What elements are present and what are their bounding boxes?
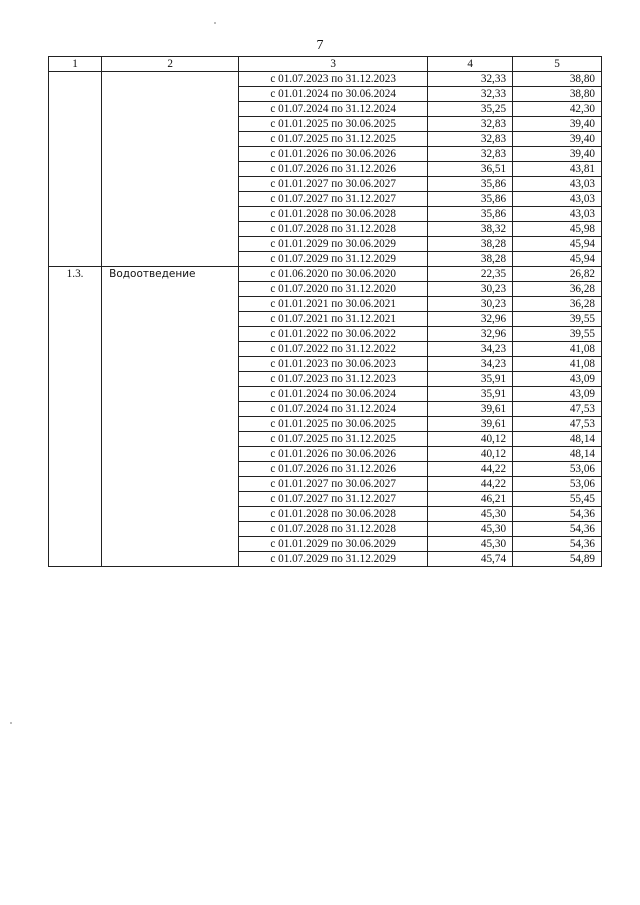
period-cell: с 01.01.2026 по 30.06.2026 (239, 147, 428, 162)
value-col4-cell: 35,86 (428, 207, 513, 222)
period-cell: с 01.07.2024 по 31.12.2024 (239, 102, 428, 117)
period-cell: с 01.01.2024 по 30.06.2024 (239, 387, 428, 402)
value-col5-cell: 53,06 (513, 462, 602, 477)
value-col5-cell: 47,53 (513, 402, 602, 417)
value-col5-cell: 36,28 (513, 297, 602, 312)
value-col4-cell: 38,32 (428, 222, 513, 237)
period-cell: с 01.07.2026 по 31.12.2026 (239, 462, 428, 477)
period-cell: с 01.07.2028 по 31.12.2028 (239, 222, 428, 237)
value-col5-cell: 48,14 (513, 432, 602, 447)
value-col4-cell: 45,30 (428, 522, 513, 537)
period-cell: с 01.01.2028 по 30.06.2028 (239, 207, 428, 222)
scan-speck (214, 22, 216, 24)
header-row (49, 57, 602, 72)
value-col4-cell: 35,91 (428, 372, 513, 387)
section-number-cell: 1.3. (49, 267, 102, 567)
value-col4-cell: 30,23 (428, 282, 513, 297)
period-cell: с 01.07.2025 по 31.12.2025 (239, 132, 428, 147)
period-cell: с 01.07.2027 по 31.12.2027 (239, 192, 428, 207)
period-cell: с 01.01.2025 по 30.06.2025 (239, 117, 428, 132)
scan-speck (10, 722, 12, 724)
section-name-cell: Водоотведение (102, 267, 239, 567)
section-name-cell (102, 72, 239, 267)
value-col5-cell: 39,55 (513, 327, 602, 342)
value-col4-cell: 35,91 (428, 387, 513, 402)
value-col5-cell: 39,40 (513, 117, 602, 132)
column-header-1: 1 (49, 57, 102, 72)
value-col4-cell: 22,35 (428, 267, 513, 282)
value-col4-cell: 38,28 (428, 252, 513, 267)
value-col4-cell: 32,33 (428, 87, 513, 102)
value-col4-cell: 32,96 (428, 312, 513, 327)
period-cell: с 01.07.2029 по 31.12.2029 (239, 552, 428, 567)
column-header-4: 4 (428, 57, 513, 72)
value-col4-cell: 32,96 (428, 327, 513, 342)
value-col4-cell: 46,21 (428, 492, 513, 507)
value-col4-cell: 45,74 (428, 552, 513, 567)
value-col5-cell: 39,40 (513, 147, 602, 162)
section-number-cell (49, 72, 102, 267)
value-col4-cell: 36,51 (428, 162, 513, 177)
tariff-table (48, 56, 602, 567)
period-cell: с 01.07.2021 по 31.12.2021 (239, 312, 428, 327)
table-body (49, 72, 602, 567)
value-col4-cell: 32,83 (428, 132, 513, 147)
value-col5-cell: 43,03 (513, 207, 602, 222)
value-col5-cell: 45,94 (513, 252, 602, 267)
value-col4-cell: 34,23 (428, 342, 513, 357)
value-col4-cell: 30,23 (428, 297, 513, 312)
value-col5-cell: 48,14 (513, 447, 602, 462)
value-col5-cell: 47,53 (513, 417, 602, 432)
period-cell: с 01.07.2023 по 31.12.2023 (239, 372, 428, 387)
value-col4-cell: 32,33 (428, 72, 513, 87)
value-col5-cell: 54,89 (513, 552, 602, 567)
period-cell: с 01.01.2026 по 30.06.2026 (239, 447, 428, 462)
value-col4-cell: 44,22 (428, 477, 513, 492)
value-col5-cell: 43,81 (513, 162, 602, 177)
value-col5-cell: 43,09 (513, 387, 602, 402)
period-cell: с 01.01.2021 по 30.06.2021 (239, 297, 428, 312)
value-col4-cell: 40,12 (428, 447, 513, 462)
value-col5-cell: 54,36 (513, 537, 602, 552)
value-col4-cell: 45,30 (428, 537, 513, 552)
period-cell: с 01.07.2029 по 31.12.2029 (239, 252, 428, 267)
value-col4-cell: 40,12 (428, 432, 513, 447)
table-header (49, 57, 602, 72)
value-col5-cell: 38,80 (513, 72, 602, 87)
column-header-5: 5 (513, 57, 602, 72)
table-row (49, 267, 602, 282)
value-col5-cell: 45,94 (513, 237, 602, 252)
value-col4-cell: 45,30 (428, 507, 513, 522)
value-col5-cell: 39,55 (513, 312, 602, 327)
value-col4-cell: 32,83 (428, 117, 513, 132)
period-cell: с 01.07.2027 по 31.12.2027 (239, 492, 428, 507)
value-col4-cell: 35,86 (428, 177, 513, 192)
period-cell: с 01.01.2022 по 30.06.2022 (239, 327, 428, 342)
page-number: 7 (316, 38, 324, 53)
table-row (49, 72, 602, 87)
value-col5-cell: 54,36 (513, 507, 602, 522)
value-col5-cell: 41,08 (513, 342, 602, 357)
column-header-3: 3 (239, 57, 428, 72)
value-col5-cell: 43,03 (513, 177, 602, 192)
period-cell: с 01.06.2020 по 30.06.2020 (239, 267, 428, 282)
value-col5-cell: 53,06 (513, 477, 602, 492)
period-cell: с 01.07.2024 по 31.12.2024 (239, 402, 428, 417)
period-cell: с 01.01.2027 по 30.06.2027 (239, 477, 428, 492)
value-col4-cell: 34,23 (428, 357, 513, 372)
period-cell: с 01.01.2029 по 30.06.2029 (239, 537, 428, 552)
period-cell: с 01.01.2029 по 30.06.2029 (239, 237, 428, 252)
period-cell: с 01.07.2028 по 31.12.2028 (239, 522, 428, 537)
value-col4-cell: 39,61 (428, 417, 513, 432)
period-cell: с 01.01.2024 по 30.06.2024 (239, 87, 428, 102)
value-col5-cell: 41,08 (513, 357, 602, 372)
period-cell: с 01.07.2026 по 31.12.2026 (239, 162, 428, 177)
value-col4-cell: 44,22 (428, 462, 513, 477)
column-header-2: 2 (102, 57, 239, 72)
value-col5-cell: 42,30 (513, 102, 602, 117)
period-cell: с 01.01.2023 по 30.06.2023 (239, 357, 428, 372)
period-cell: с 01.01.2027 по 30.06.2027 (239, 177, 428, 192)
value-col5-cell: 55,45 (513, 492, 602, 507)
value-col5-cell: 43,03 (513, 192, 602, 207)
value-col5-cell: 26,82 (513, 267, 602, 282)
value-col5-cell: 36,28 (513, 282, 602, 297)
period-cell: с 01.07.2025 по 31.12.2025 (239, 432, 428, 447)
value-col4-cell: 39,61 (428, 402, 513, 417)
value-col5-cell: 39,40 (513, 132, 602, 147)
value-col4-cell: 35,86 (428, 192, 513, 207)
period-cell: с 01.07.2023 по 31.12.2023 (239, 72, 428, 87)
value-col4-cell: 32,83 (428, 147, 513, 162)
period-cell: с 01.01.2028 по 30.06.2028 (239, 507, 428, 522)
value-col5-cell: 43,09 (513, 372, 602, 387)
period-cell: с 01.07.2022 по 31.12.2022 (239, 342, 428, 357)
value-col4-cell: 38,28 (428, 237, 513, 252)
period-cell: с 01.07.2020 по 31.12.2020 (239, 282, 428, 297)
value-col5-cell: 38,80 (513, 87, 602, 102)
value-col5-cell: 45,98 (513, 222, 602, 237)
period-cell: с 01.01.2025 по 30.06.2025 (239, 417, 428, 432)
value-col5-cell: 54,36 (513, 522, 602, 537)
value-col4-cell: 35,25 (428, 102, 513, 117)
